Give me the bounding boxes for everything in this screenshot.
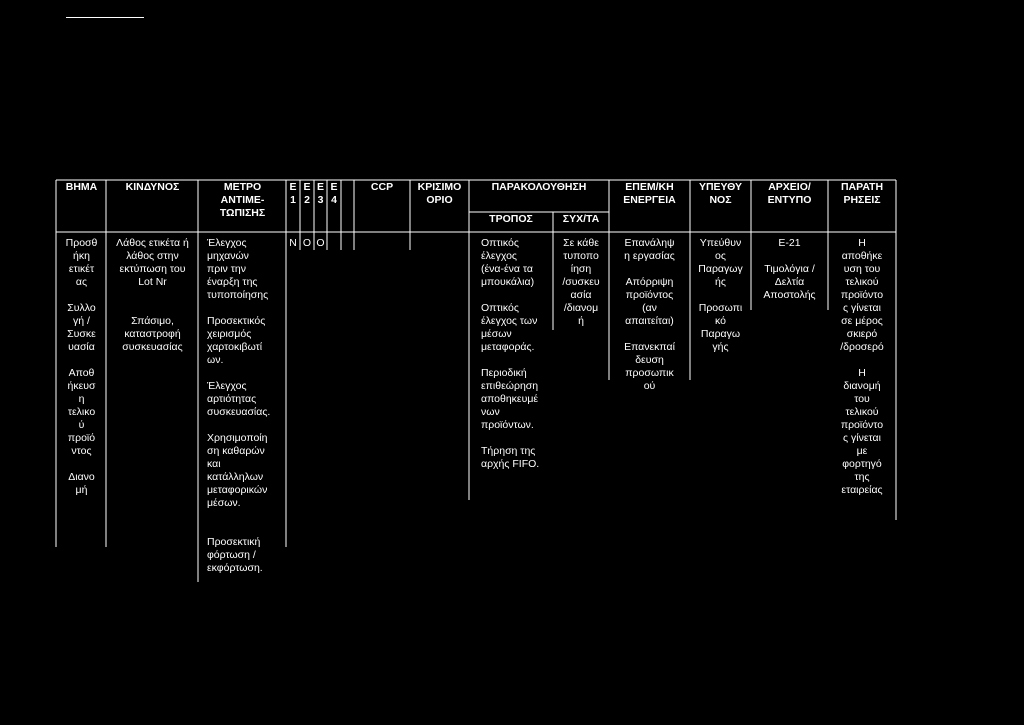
cell-line: ντος bbox=[71, 445, 92, 457]
cell-line: κατάλληλων bbox=[207, 471, 264, 483]
cell-line: και bbox=[207, 458, 221, 470]
cell-line: ού bbox=[643, 380, 656, 392]
cell-frequency bbox=[553, 237, 609, 328]
cell-line: ύ bbox=[78, 419, 85, 431]
cell-line: Προσεκτικός bbox=[207, 315, 266, 327]
cell-line: τυποποίησης bbox=[207, 289, 269, 301]
cell-line: Αποθ bbox=[68, 367, 95, 379]
cell-line: (αν bbox=[642, 302, 657, 314]
cell-line: χαρτοκιβωτί bbox=[207, 341, 263, 353]
cell-line: αρχής FIFO. bbox=[481, 458, 540, 470]
header-e3-number: 3 bbox=[317, 194, 324, 206]
cell-line bbox=[207, 419, 287, 432]
cell-line: μέσων bbox=[481, 328, 512, 340]
header-measure-line: ΤΩΠΙΣΗΣ bbox=[219, 207, 266, 219]
cell-line: Παραγωγ bbox=[698, 263, 743, 275]
header-measure bbox=[199, 181, 286, 220]
cell-line: Επανάληψ bbox=[624, 237, 675, 249]
cell-line: υασία bbox=[68, 341, 95, 353]
cell-line: του bbox=[854, 393, 870, 405]
header-records-line: ΑΡΧΕΙΟ/ bbox=[768, 181, 811, 193]
cell-line: εκφόρτωση. bbox=[207, 562, 263, 574]
cell-line: ή bbox=[578, 315, 584, 327]
cell-method bbox=[481, 237, 556, 471]
cell-line: γής bbox=[712, 341, 729, 353]
header-corrective-line: ΕΝΕΡΓΕΙΑ bbox=[623, 194, 676, 206]
cell-line: Σπάσιμο, bbox=[131, 315, 174, 327]
cell-line: ίηση bbox=[570, 263, 592, 275]
cell-line bbox=[207, 302, 287, 315]
header-e1-number: 1 bbox=[290, 194, 296, 206]
header-corrective-line: ΕΠΕΜ/ΚΗ bbox=[625, 181, 674, 193]
cell-line: αποθήκε bbox=[841, 250, 883, 262]
header-critical bbox=[410, 181, 469, 207]
cell-line: απαιτείται) bbox=[625, 315, 674, 327]
cell-line: μέσων. bbox=[207, 497, 241, 509]
header-monitoring bbox=[469, 181, 609, 194]
cell-line bbox=[207, 510, 287, 523]
cell-line: λάθος στην bbox=[126, 250, 179, 262]
header-e3-letter: Ε bbox=[316, 181, 324, 193]
cell-line: Περιοδική bbox=[481, 367, 527, 379]
header-frequency bbox=[553, 213, 609, 226]
header-hazard bbox=[107, 181, 198, 194]
cell-line: Έλεγχος bbox=[207, 237, 247, 249]
cell-line: /συσκευ bbox=[562, 276, 600, 288]
cell-line: αρτιότητας bbox=[207, 393, 257, 405]
cell-line: συσκευασίας bbox=[122, 341, 183, 353]
cell-line bbox=[751, 250, 828, 263]
e1-value: N bbox=[289, 237, 297, 249]
header-measure-line: ΜΕΤΡΟ bbox=[223, 181, 262, 193]
cell-line: Τήρηση της bbox=[481, 445, 536, 457]
e2-value: O bbox=[302, 237, 312, 249]
cell-line: προϊόντο bbox=[840, 289, 884, 301]
cell-line: καταστροφή bbox=[124, 328, 181, 340]
cell-line bbox=[828, 354, 896, 367]
cell-line bbox=[107, 289, 198, 302]
header-e4-number: 4 bbox=[331, 194, 337, 206]
cell-line: μηχανών bbox=[207, 250, 249, 262]
cell-line: γή / bbox=[73, 315, 90, 327]
cell-e3 bbox=[314, 237, 327, 250]
header-measure-line: ΑΝΤΙΜΕ- bbox=[220, 194, 265, 206]
header-step bbox=[57, 181, 106, 194]
cell-line: (ένα-ένα τα bbox=[481, 263, 533, 275]
cell-line bbox=[207, 523, 287, 536]
header-notes-line: ΡΗΣΕΙΣ bbox=[843, 194, 881, 206]
cell-line bbox=[609, 328, 690, 341]
cell-line: ας bbox=[75, 276, 88, 288]
cell-line: Ε-21 bbox=[778, 237, 801, 249]
cell-line: Lot Nr bbox=[138, 276, 167, 288]
cell-line: Παραγω bbox=[700, 328, 741, 340]
cell-line: αποθηκευμέ bbox=[481, 393, 539, 405]
cell-line: Προσεκτική bbox=[207, 536, 261, 548]
cell-line: νων bbox=[481, 406, 500, 418]
cell-line: επιθεώρηση bbox=[481, 380, 539, 392]
cell-line: ος bbox=[715, 250, 726, 262]
cell-line: Δελτία bbox=[774, 276, 805, 288]
cell-responsible bbox=[690, 237, 751, 354]
header-responsible-line: ΝΟΣ bbox=[709, 194, 732, 206]
header-records bbox=[751, 181, 828, 207]
cell-line: ση καθαρών bbox=[207, 445, 265, 457]
cell-line: ων. bbox=[207, 354, 224, 366]
e3-value: O bbox=[316, 237, 325, 249]
cell-line: πριν την bbox=[207, 263, 246, 275]
header-ccp bbox=[354, 181, 410, 194]
header-hazard-label: ΚΙΝΔΥΝΟΣ bbox=[125, 181, 180, 193]
cell-records bbox=[751, 237, 828, 302]
cell-e1 bbox=[286, 237, 300, 250]
header-records-line: ΕΝΤΥΠΟ bbox=[767, 194, 812, 206]
cell-line: φορτηγό bbox=[842, 458, 882, 470]
header-e3 bbox=[314, 181, 327, 207]
cell-line: με bbox=[856, 445, 868, 457]
cell-line: μπουκάλια) bbox=[481, 276, 535, 288]
cell-line: εκτύπωση του bbox=[119, 263, 186, 275]
header-e2 bbox=[300, 181, 314, 207]
header-method bbox=[469, 213, 553, 226]
cell-line: ής bbox=[715, 276, 726, 288]
cell-line: τυποπο bbox=[563, 250, 599, 262]
cell-line: ασία bbox=[570, 289, 592, 301]
cell-line: Προσωπι bbox=[698, 302, 743, 314]
cell-line: διανομή bbox=[843, 380, 881, 392]
cell-line: Συσκε bbox=[67, 328, 96, 340]
cell-line: Η bbox=[858, 237, 866, 249]
cell-line: η εργασίας bbox=[624, 250, 675, 262]
cell-line bbox=[481, 432, 556, 445]
cell-corrective bbox=[609, 237, 690, 393]
cell-line: Έλεγχος bbox=[207, 380, 247, 392]
cell-line bbox=[690, 289, 751, 302]
cell-line: Επανεκπαί bbox=[624, 341, 675, 353]
header-e1 bbox=[286, 181, 300, 207]
header-e1-letter: Ε bbox=[289, 181, 297, 193]
cell-hazard bbox=[107, 237, 198, 354]
cell-line: έλεγχος bbox=[481, 250, 517, 262]
header-ccp-label: CCP bbox=[370, 181, 394, 193]
cell-line: ήκη bbox=[73, 250, 90, 262]
cell-line: έναρξη της bbox=[207, 276, 258, 288]
cell-line bbox=[57, 289, 106, 302]
cell-line: Χρησιμοποίη bbox=[207, 432, 268, 444]
cell-line: συσκευασίας. bbox=[207, 406, 271, 418]
cell-line bbox=[481, 289, 556, 302]
header-critical-line: ΚΡΙΣΙΜΟ bbox=[417, 181, 462, 193]
cell-line: τελικού bbox=[845, 276, 879, 288]
header-monitoring-label: ΠΑΡΑΚΟΛΟΥΘΗΣΗ bbox=[491, 181, 587, 193]
cell-e2 bbox=[300, 237, 314, 250]
cell-line: της bbox=[854, 471, 870, 483]
header-frequency-label: ΣΥΧ/ΤΑ bbox=[562, 213, 600, 225]
cell-line: κό bbox=[715, 315, 726, 327]
cell-line: ς γίνεται bbox=[843, 432, 881, 444]
cell-line: μή bbox=[75, 484, 88, 496]
header-e2-number: 2 bbox=[304, 194, 310, 206]
cell-line: ς γίνεται bbox=[843, 302, 881, 314]
cell-line: προϊόντων. bbox=[481, 419, 534, 431]
cell-line: υση του bbox=[843, 263, 881, 275]
header-e4-letter: Ε bbox=[330, 181, 338, 193]
cell-line: Απόρριψη bbox=[625, 276, 674, 288]
cell-line: Προσθ bbox=[65, 237, 98, 249]
cell-line: προϊό bbox=[67, 432, 96, 444]
header-critical-line: ΟΡΙΟ bbox=[426, 194, 453, 206]
cell-line: έλεγχος των bbox=[481, 315, 538, 327]
cell-line bbox=[57, 354, 106, 367]
header-e4 bbox=[327, 181, 341, 207]
cell-line: Λάθος ετικέτα ή bbox=[116, 237, 189, 249]
header-responsible bbox=[690, 181, 751, 207]
cell-notes bbox=[828, 237, 896, 497]
cell-line: Αποστολής bbox=[763, 289, 816, 301]
header-notes bbox=[828, 181, 896, 207]
cell-line: Η bbox=[858, 367, 866, 379]
cell-line: τελικο bbox=[67, 406, 96, 418]
cell-line: προϊόντος bbox=[625, 289, 674, 301]
cell-line: Σε κάθε bbox=[563, 237, 599, 249]
cell-step bbox=[57, 237, 106, 497]
cell-line: σκιερό bbox=[846, 328, 878, 340]
cell-line: Οπτικός bbox=[481, 237, 519, 249]
cell-line: δευση bbox=[635, 354, 664, 366]
cell-line: προϊόντο bbox=[840, 419, 884, 431]
cell-line: ήκευσ bbox=[67, 380, 96, 392]
header-step-label: ΒΗΜΑ bbox=[65, 181, 98, 193]
cell-line: Συλλο bbox=[67, 302, 96, 314]
cell-line: μεταφοράς. bbox=[481, 341, 535, 353]
header-corrective bbox=[609, 181, 690, 207]
cell-measure bbox=[207, 237, 287, 575]
cell-line: /διανομ bbox=[563, 302, 599, 314]
cell-line: Διανο bbox=[68, 471, 95, 483]
cell-line bbox=[207, 367, 287, 380]
cell-line: τελικού bbox=[845, 406, 879, 418]
cell-line: Υπεύθυν bbox=[699, 237, 742, 249]
cell-line: χειρισμός bbox=[207, 328, 252, 340]
cell-line: προσωπικ bbox=[625, 367, 674, 379]
cell-line: μεταφορικών bbox=[207, 484, 268, 496]
cell-line: Οπτικός bbox=[481, 302, 519, 314]
cell-line: φόρτωση / bbox=[207, 549, 256, 561]
cell-line: εταιρείας bbox=[841, 484, 883, 496]
cell-line: σε μέρος bbox=[841, 315, 883, 327]
header-notes-line: ΠΑΡΑΤΗ bbox=[840, 181, 884, 193]
header-method-label: ΤΡΟΠΟΣ bbox=[489, 213, 533, 225]
cell-line: /δροσερό bbox=[840, 341, 884, 353]
cell-line: Τιμολόγια / bbox=[764, 263, 815, 275]
cell-line bbox=[107, 302, 198, 315]
cell-line: η bbox=[78, 393, 85, 405]
cell-line: ετικέτ bbox=[68, 263, 95, 275]
cell-line bbox=[609, 263, 690, 276]
header-e2-letter: Ε bbox=[303, 181, 311, 193]
header-responsible-line: ΥΠΕΥΘΥ bbox=[698, 181, 743, 193]
cell-line bbox=[57, 458, 106, 471]
cell-line bbox=[481, 354, 556, 367]
